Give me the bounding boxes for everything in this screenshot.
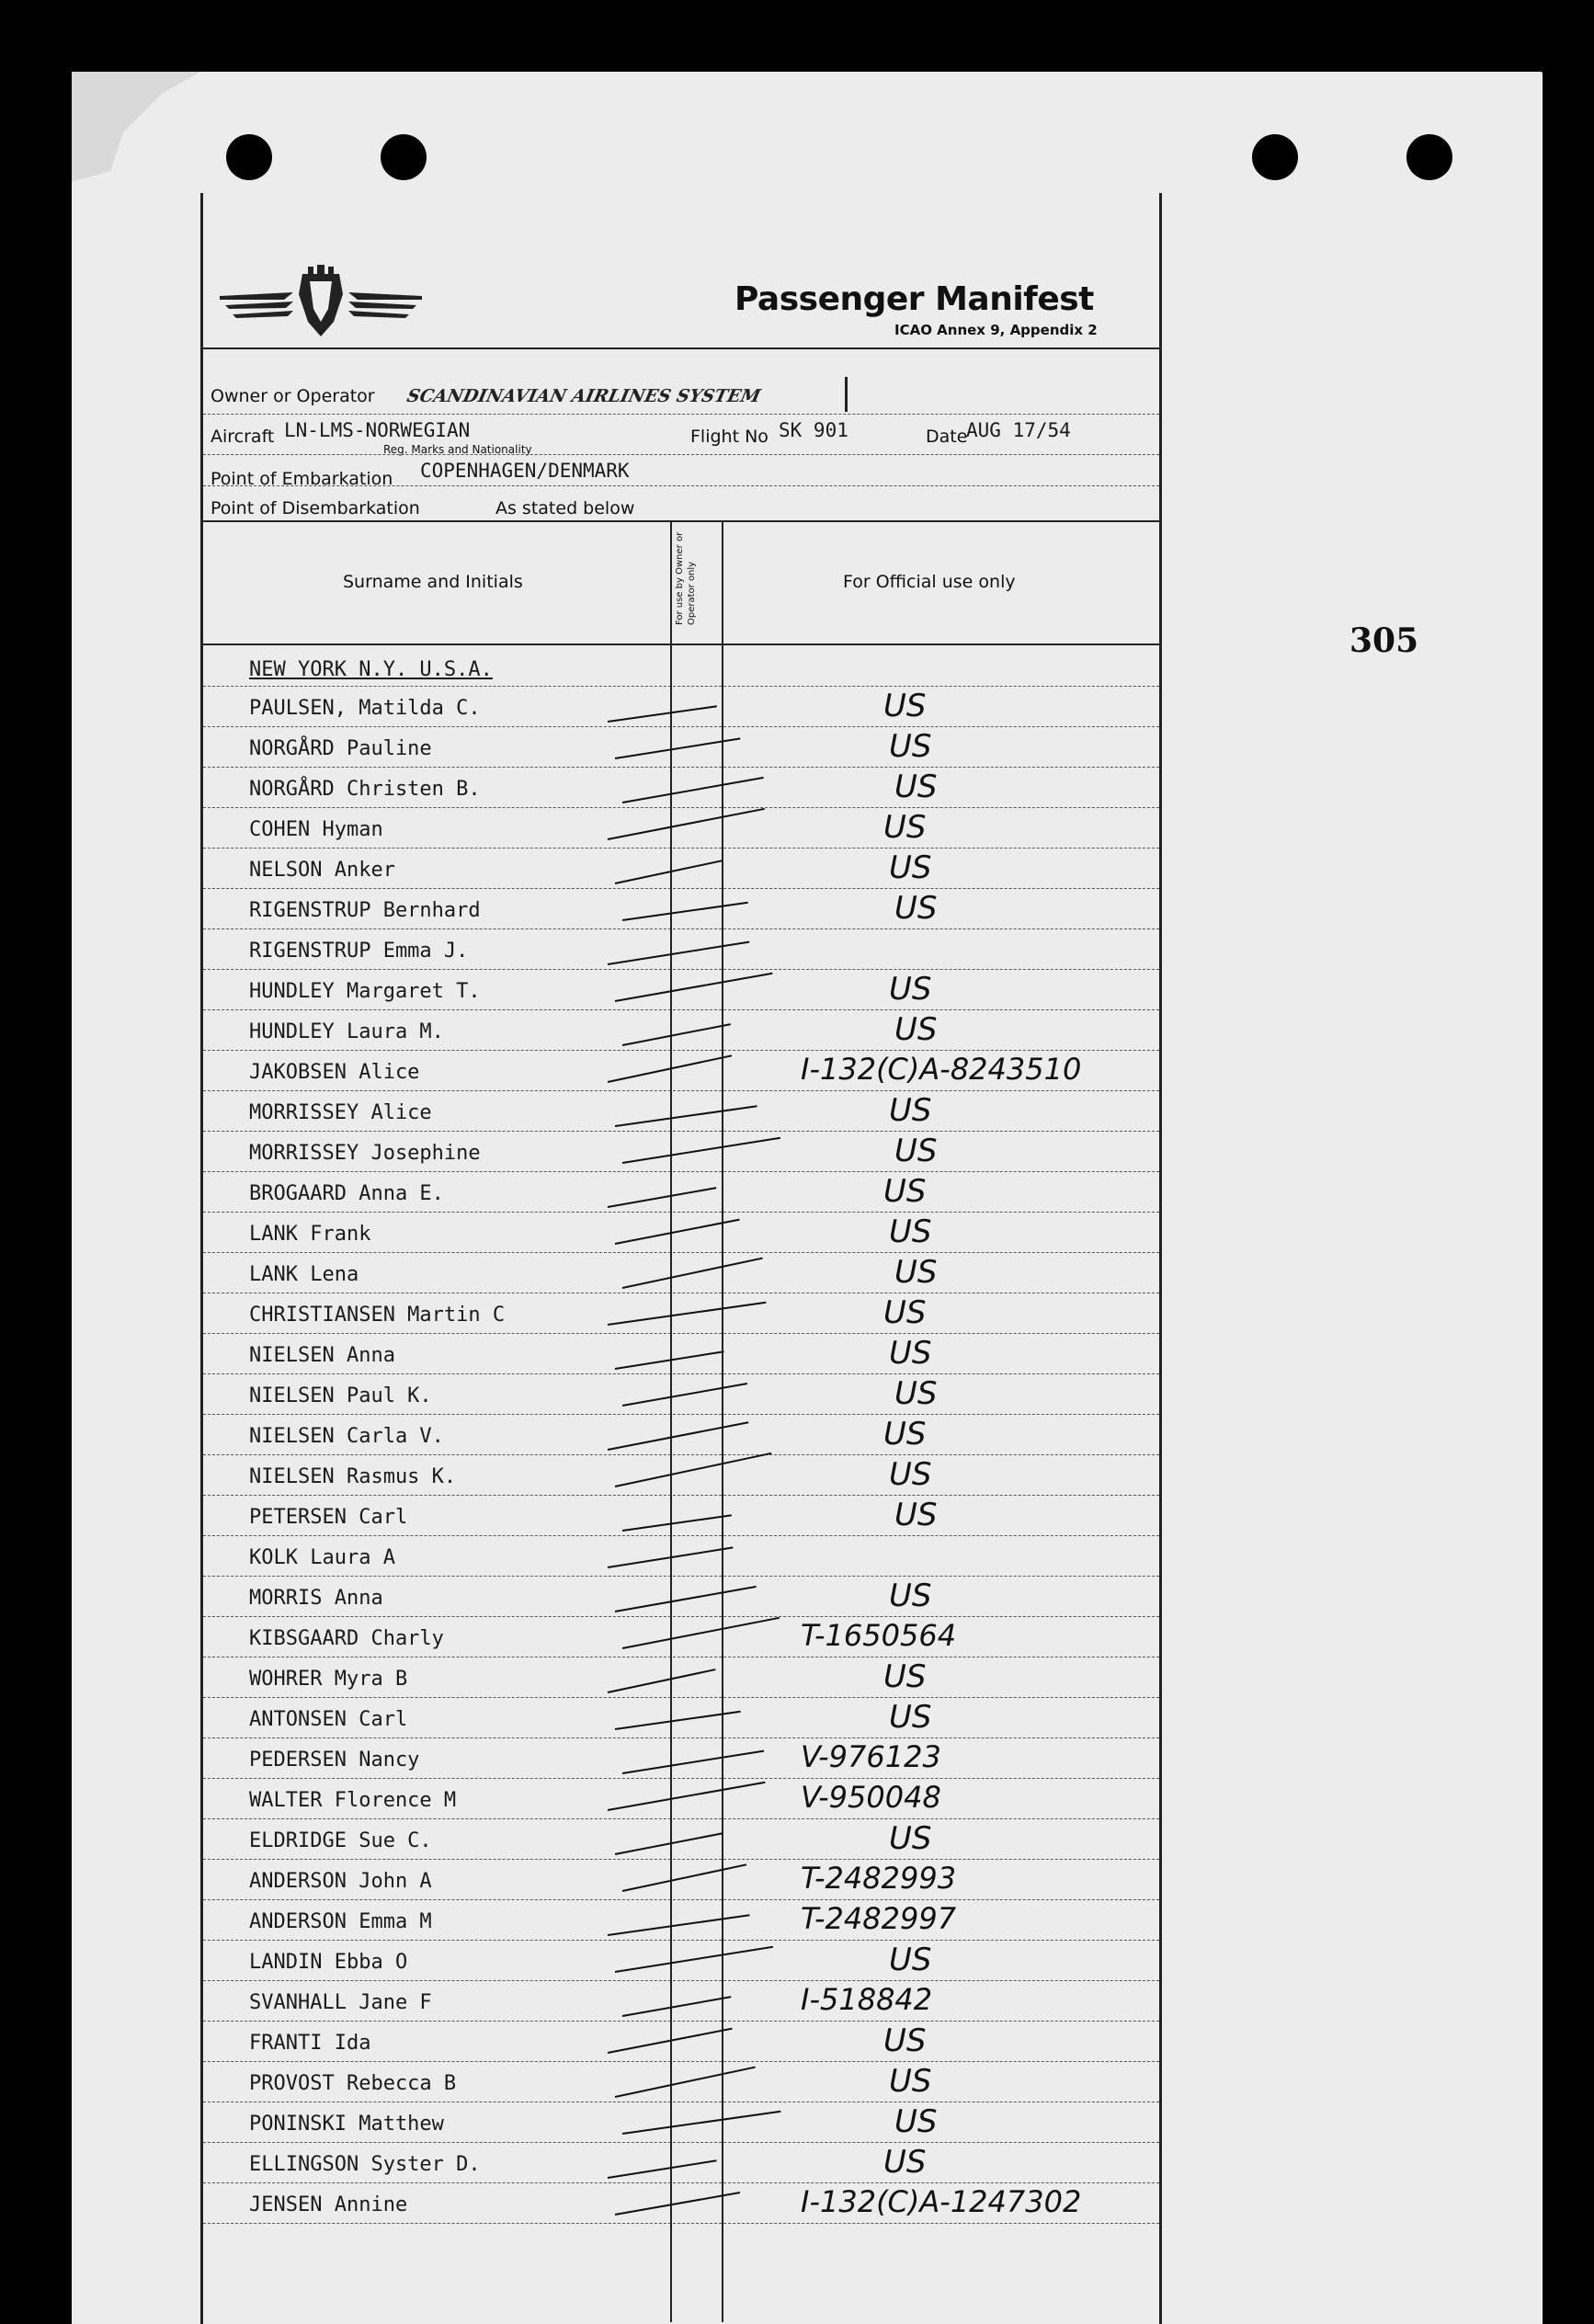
- flight-value: SK 901: [779, 419, 848, 441]
- official-entry: US: [883, 1658, 927, 1695]
- check-mark: [622, 1996, 732, 2017]
- header-rule: [203, 347, 1159, 349]
- passenger-name: ANDERSON Emma M: [249, 1910, 432, 1933]
- row-rule: [203, 1333, 1159, 1334]
- official-entry: US: [883, 1173, 927, 1210]
- row-rule: [203, 1373, 1159, 1374]
- passenger-name: JAKOBSEN Alice: [249, 1061, 420, 1084]
- check-mark: [622, 1514, 732, 1532]
- header-bottom-rule: [203, 644, 1159, 645]
- row-rule: [203, 1576, 1159, 1577]
- official-entry: US: [883, 1294, 927, 1331]
- official-entry: US: [894, 1497, 938, 1533]
- passenger-name: COHEN Hyman: [249, 818, 383, 841]
- official-entry: US: [889, 971, 932, 1008]
- row-rule: [203, 1737, 1159, 1738]
- official-entry: T-2482993: [801, 1861, 957, 1896]
- check-mark: [608, 1302, 767, 1326]
- official-entry: US: [883, 1416, 927, 1452]
- official-entry: US: [889, 728, 932, 765]
- official-entry: US: [889, 1456, 932, 1493]
- row-rule: [203, 1131, 1159, 1132]
- check-mark: [608, 1914, 750, 1936]
- check-mark: [615, 973, 773, 1002]
- official-entry: T-2482997: [801, 1901, 957, 1936]
- date-value: AUG 17/54: [966, 419, 1071, 441]
- official-entry: US: [883, 2144, 927, 2181]
- row-rule: [203, 2182, 1159, 2183]
- passenger-name: JENSEN Annine: [249, 2193, 408, 2216]
- passenger-name: PETERSEN Carl: [249, 1506, 408, 1529]
- passenger-name: HUNDLEY Laura M.: [249, 1020, 444, 1043]
- check-mark: [622, 777, 764, 803]
- official-entry: US: [894, 769, 938, 805]
- check-mark: [608, 705, 717, 723]
- row-rule: [203, 1009, 1159, 1010]
- owner-stroke: [845, 377, 848, 412]
- col-official-header: For Official use only: [843, 572, 1016, 592]
- passenger-name: RIGENSTRUP Bernhard: [249, 899, 481, 922]
- official-entry: US: [894, 890, 938, 927]
- row-rule: [203, 1657, 1159, 1658]
- check-mark: [615, 860, 723, 884]
- passenger-name: LANK Lena: [249, 1263, 359, 1286]
- official-entry: US: [894, 2103, 938, 2140]
- row-rule: [203, 1859, 1159, 1860]
- row-rule: [203, 1252, 1159, 1253]
- row-rule: [203, 1495, 1159, 1496]
- official-entry: US: [894, 1011, 938, 1048]
- row-rule: [203, 1616, 1159, 1617]
- passenger-name: LANK Frank: [249, 1223, 371, 1246]
- manifest-title: Passenger Manifest: [734, 280, 1094, 318]
- col-owner-use-header: For use by Owner or Operator only: [675, 531, 697, 625]
- passenger-name: FRANTI Ida: [249, 2032, 371, 2055]
- check-mark: [608, 941, 749, 965]
- row-rule: [203, 2142, 1159, 2143]
- reg-marks-note: Reg. Marks and Nationality: [383, 443, 532, 456]
- check-mark: [615, 1105, 757, 1127]
- row-rule: [203, 1414, 1159, 1415]
- official-entry: US: [889, 1213, 932, 1250]
- punch-hole: [226, 134, 272, 180]
- official-entry: US: [889, 1942, 932, 1978]
- column-divider: [670, 520, 672, 2322]
- field-rule: [203, 414, 1159, 415]
- punch-hole: [1406, 134, 1452, 180]
- check-mark: [608, 2159, 717, 2179]
- official-entry: I-132(C)A-1247302: [801, 2184, 1082, 2219]
- official-entry: V-976123: [801, 1739, 941, 1774]
- passenger-name: ANDERSON John A: [249, 1870, 432, 1893]
- airline-wings-logo-icon: [220, 257, 422, 340]
- page-number: 305: [1349, 621, 1419, 660]
- flight-label: Flight No: [690, 427, 769, 447]
- official-entry: US: [889, 1820, 932, 1857]
- passenger-name: NELSON Anker: [249, 859, 395, 882]
- row-rule: [203, 1454, 1159, 1455]
- official-entry: US: [883, 688, 927, 724]
- official-entry: US: [883, 2022, 927, 2059]
- owner-label: Owner or Operator: [211, 386, 375, 406]
- official-entry: US: [889, 1335, 932, 1372]
- check-mark: [622, 1258, 763, 1289]
- passenger-name: MORRISSEY Josephine: [249, 1142, 481, 1165]
- punch-hole: [1252, 134, 1298, 180]
- check-mark: [622, 1863, 746, 1892]
- disembark-label: Point of Disembarkation: [211, 498, 420, 518]
- row-rule: [203, 1090, 1159, 1091]
- check-mark: [622, 902, 748, 921]
- official-entry: I-132(C)A-8243510: [801, 1052, 1082, 1087]
- check-mark: [622, 1750, 764, 1774]
- passenger-name: ELLINGSON Syster D.: [249, 2153, 481, 2176]
- passenger-name: SVANHALL Jane F: [249, 1991, 432, 2014]
- check-mark: [608, 1421, 749, 1451]
- check-mark: [622, 2111, 781, 2135]
- check-mark: [608, 1669, 716, 1693]
- official-entry: US: [894, 1254, 938, 1291]
- column-divider: [722, 520, 723, 2322]
- passenger-name: MORRIS Anna: [249, 1587, 383, 1610]
- col-surname-header: Surname and Initials: [343, 572, 523, 592]
- check-mark: [622, 1023, 731, 1046]
- row-rule: [203, 1899, 1159, 1900]
- passenger-name: PAULSEN, Matilda C.: [249, 697, 481, 720]
- passenger-name: HUNDLEY Margaret T.: [249, 980, 481, 1003]
- official-entry: US: [889, 849, 932, 886]
- official-entry: US: [889, 2063, 932, 2100]
- disembark-value: As stated below: [495, 498, 635, 518]
- passenger-name: RIGENSTRUP Emma J.: [249, 940, 469, 963]
- embark-value: COPENHAGEN/DENMARK: [420, 460, 630, 482]
- aircraft-label: Aircraft: [211, 427, 275, 447]
- official-entry: US: [889, 1578, 932, 1614]
- official-entry: US: [889, 1699, 932, 1736]
- passenger-name: PONINSKI Matthew: [249, 2113, 444, 2136]
- row-rule: [203, 848, 1159, 849]
- manifest-subtitle: ICAO Annex 9, Appendix 2: [894, 322, 1098, 338]
- official-entry: I-518842: [801, 1982, 933, 2017]
- manifest-form: [200, 193, 1162, 2324]
- passenger-name: KIBSGAARD Charly: [249, 1627, 444, 1650]
- row-rule: [203, 2061, 1159, 2062]
- official-entry: US: [894, 1375, 938, 1412]
- passenger-name: ELDRIDGE Sue C.: [249, 1829, 432, 1852]
- check-mark: [615, 1832, 723, 1855]
- row-rule: [203, 686, 1159, 687]
- passenger-name: NIELSEN Carla V.: [249, 1425, 444, 1448]
- check-mark: [622, 1617, 780, 1649]
- official-entry: V-950048: [801, 1780, 941, 1815]
- passenger-name: NIELSEN Paul K.: [249, 1384, 432, 1407]
- row-rule: [203, 807, 1159, 808]
- passenger-name: LANDIN Ebba O: [249, 1951, 408, 1974]
- field-rule: [203, 485, 1159, 486]
- row-rule: [203, 928, 1159, 929]
- check-mark: [615, 1586, 757, 1612]
- passenger-name: MORRISSEY Alice: [249, 1101, 432, 1124]
- passenger-name: CHRISTIANSEN Martin C: [249, 1304, 506, 1327]
- passenger-name: PROVOST Rebecca B: [249, 2072, 457, 2095]
- owner-value: SCANDINAVIAN AIRLINES SYSTEM: [404, 386, 763, 406]
- check-mark: [615, 1946, 773, 1973]
- passenger-name: BROGAARD Anna E.: [249, 1182, 444, 1205]
- passenger-name: NIELSEN Rasmus K.: [249, 1465, 457, 1488]
- row-rule: [203, 1171, 1159, 1172]
- passenger-name: NIELSEN Anna: [249, 1344, 395, 1367]
- row-rule: [203, 1050, 1159, 1051]
- row-rule: [203, 1697, 1159, 1698]
- field-rule: [203, 454, 1159, 455]
- check-mark: [615, 2067, 756, 2098]
- row-rule: [203, 1212, 1159, 1213]
- aircraft-value: LN-LMS-NORWEGIAN: [284, 419, 471, 441]
- row-rule: [203, 1535, 1159, 1536]
- check-mark: [615, 1452, 772, 1487]
- official-entry: US: [883, 809, 927, 846]
- check-mark: [608, 1782, 766, 1811]
- check-mark: [622, 1383, 747, 1407]
- row-rule: [203, 1940, 1159, 1941]
- row-rule: [203, 767, 1159, 768]
- official-entry: US: [889, 1092, 932, 1129]
- passenger-name: PEDERSEN Nancy: [249, 1749, 420, 1771]
- passenger-name: NORGÅRD Christen B.: [249, 778, 481, 801]
- row-rule: [203, 2223, 1159, 2224]
- row-rule: [203, 2021, 1159, 2022]
- row-rule: [203, 1778, 1159, 1779]
- row-rule: [203, 726, 1159, 727]
- passenger-name: ANTONSEN Carl: [249, 1708, 408, 1731]
- passenger-name: WOHRER Myra B: [249, 1668, 408, 1691]
- punch-hole: [381, 134, 427, 180]
- date-label: Date: [926, 427, 968, 447]
- row-rule: [203, 888, 1159, 889]
- row-rule: [203, 1818, 1159, 1819]
- passenger-name: NORGÅRD Pauline: [249, 737, 432, 760]
- passenger-name: WALTER Florence M: [249, 1789, 457, 1812]
- embark-label: Point of Embarkation: [211, 469, 393, 489]
- check-mark: [622, 1137, 780, 1164]
- row-rule: [203, 1980, 1159, 1981]
- destination-heading: NEW YORK N.Y. U.S.A.: [249, 658, 493, 681]
- row-rule: [203, 969, 1159, 970]
- check-mark: [608, 808, 765, 840]
- passenger-name: KOLK Laura A: [249, 1546, 395, 1569]
- check-mark: [608, 1187, 717, 1208]
- official-entry: US: [894, 1133, 938, 1169]
- official-entry: T-1650564: [801, 1618, 957, 1653]
